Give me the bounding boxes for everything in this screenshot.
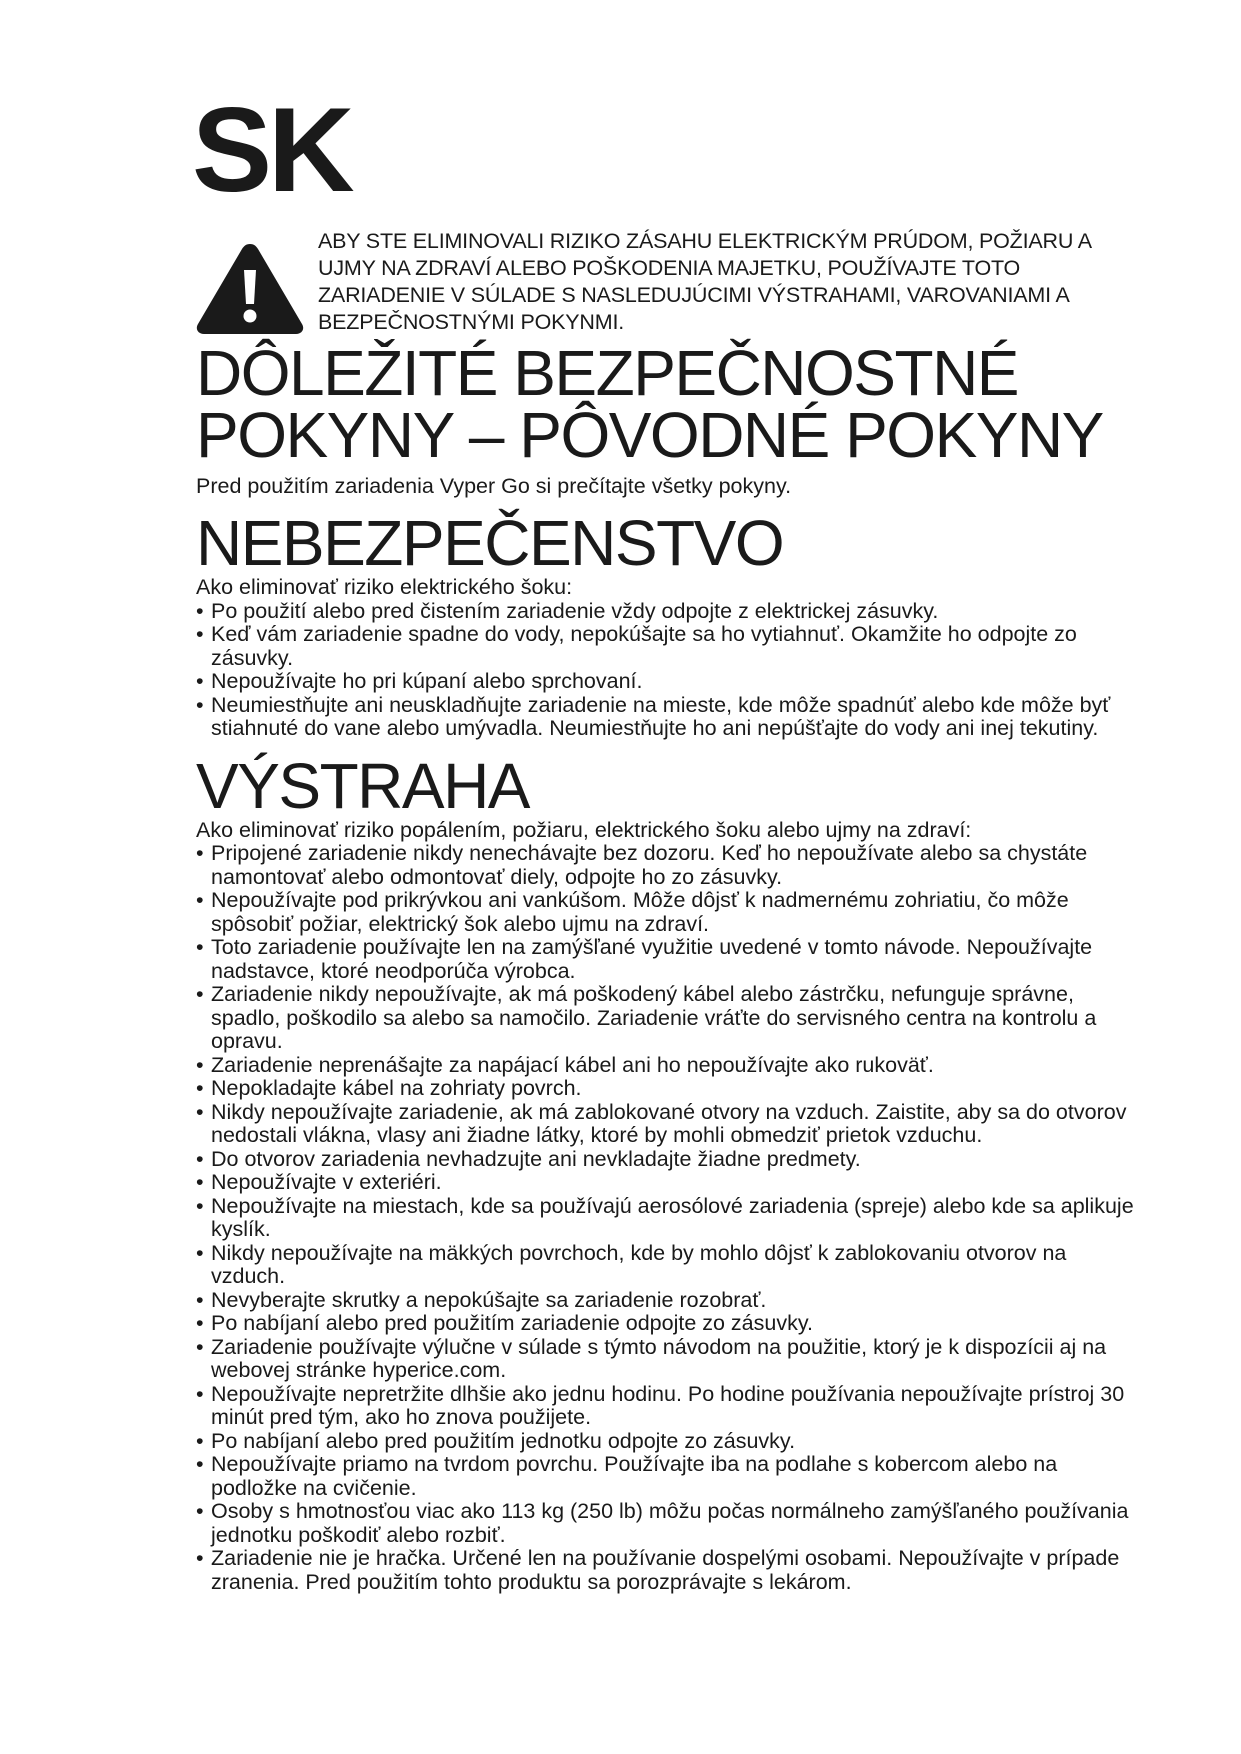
list-item: • Nikdy nepoužívajte na mäkkých povrchoch, kde by mohlo dôjsť k zablokovaniu otvorov na vzduch. (196, 1242, 1141, 1289)
danger-list (196, 600, 1141, 741)
list-item: • Do otvorov zariadenia nevhadzujte ani nevkladajte žiadne predmety. (196, 1148, 1141, 1172)
language-code: SK (192, 83, 351, 217)
list-item: • Nepoužívajte ho pri kúpaní alebo sprchovaní. (196, 670, 1141, 694)
warning-heading: VÝSTRAHA (196, 749, 529, 822)
list-item: • Nepoužívajte nepretržite dlhšie ako jednu hodinu. Po hodine používania nepoužívajte prístroj 30 minút pred tým, ako ho znova použijete. (196, 1383, 1141, 1430)
list-item: • Zariadenie nikdy nepoužívajte, ak má poškodený kábel alebo zástrčku, nefunguje správne, spadlo, poškodilo sa alebo sa namočilo. Zariadenie vráťte do servisného centra na kontrolu a opravu. (196, 983, 1141, 1054)
list-item: • Zariadenie neprenášajte za napájací kábel ani ho nepoužívajte ako rukoväť. (196, 1054, 1141, 1078)
list-item: • Nepokladajte kábel na zohriaty povrch. (196, 1077, 1141, 1101)
list-item: • Nevyberajte skrutky a nepokúšajte sa zariadenie rozobrať. (196, 1289, 1141, 1313)
page-title-line-1: DÔLEŽITÉ BEZPEČNOSTNÉ (196, 337, 1018, 409)
warning-triangle-icon (194, 240, 306, 336)
danger-section (196, 507, 1141, 741)
list-item: • Zariadenie používajte výlučne v súlade s týmto návodom na použitie, ktorý je k dispozícii aj na webovej stránke hyperice.com. (196, 1336, 1141, 1383)
list-item: • Po nabíjaní alebo pred použitím jednotku odpojte zo zásuvky. (196, 1430, 1141, 1454)
list-item: • Po nabíjaní alebo pred použitím zariadenie odpojte zo zásuvky. (196, 1312, 1141, 1336)
warning-section (196, 749, 1141, 1595)
intro-text: Pred použitím zariadenia Vyper Go si prečítajte všetky pokyny. (196, 474, 792, 498)
warning-lead: Ako eliminovať riziko popálením, požiaru, elektrického šoku alebo ujmy na zdraví: (196, 817, 972, 842)
list-item: • Nepoužívajte v exteriéri. (196, 1171, 1141, 1195)
list-item: • Po použití alebo pred čistením zariadenie vždy odpojte z elektrickej zásuvky. (196, 600, 1141, 624)
list-item: • Nepoužívajte pod prikrývkou ani vankúšom. Môže dôjsť k nadmernému zohriatiu, čo môže spôsobiť požiar, elektrický šok alebo ujmu na zdraví. (196, 889, 1141, 936)
list-item: • Nepoužívajte na miestach, kde sa používajú aerosólové zariadenia (spreje) alebo kde sa aplikuje kyslík. (196, 1195, 1141, 1242)
list-item: • Toto zariadenie používajte len na zamýšľané využitie uvedené v tomto návode. Nepoužívajte nadstavce, ktoré neodporúča výrobca. (196, 936, 1141, 983)
list-item: • Keď vám zariadenie spadne do vody, nepokúšajte sa ho vytiahnuť. Okamžite ho odpojte zo zásuvky. (196, 623, 1141, 670)
list-item: • Zariadenie nie je hračka. Určené len na používanie dospelými osobami. Nepoužívajte v prípade zranenia. Pred použitím tohto produktu sa porozprávajte s lekárom. (196, 1547, 1141, 1594)
danger-heading: NEBEZPEČENSTVO (196, 507, 784, 579)
page-title (196, 337, 1141, 471)
list-item: • Nepoužívajte priamo na tvrdom povrchu. Používajte iba na podlahe s kobercom alebo na podložke na cvičenie. (196, 1453, 1141, 1500)
list-item: • Neumiestňujte ani neuskladňujte zariadenie na mieste, kde môže spadnúť alebo kde môže byť stiahnuté do vane alebo umývadla. Neumiestňujte ho ani nepúšťajte do vody ani inej tekutiny. (196, 694, 1141, 741)
hazard-notice-text: ABY STE ELIMINOVALI RIZIKO ZÁSAHU ELEKTRICKÝM PRÚDOM, POŽIARU A UJMY NA ZDRAVÍ ALEBO POŠKODENIA MAJETKU, POUŽÍVAJTE TOTO ZARIADENIE V SÚLADE S NASLEDUJÚCIMI VÝSTRAHAMI, VAROVANIAMI A BEZPEČNOSTNÝMI POKYNMI. (318, 229, 1091, 334)
list-item: • Osoby s hmotnosťou viac ako 113 kg (250 lb) môžu počas normálneho zamýšľaného používania jednotku poškodiť alebo rozbiť. (196, 1500, 1141, 1547)
list-item: • Nikdy nepoužívajte zariadenie, ak má zablokované otvory na vzduch. Zaistite, aby sa do otvorov nedostali vlákna, vlasy ani žiadne látky, ktoré by mohli obmedziť prietok vzduchu. (196, 1101, 1141, 1148)
danger-lead: Ako eliminovať riziko elektrického šoku: (196, 575, 573, 599)
warning-list (196, 842, 1141, 1594)
hazard-notice (196, 228, 1141, 336)
page-title-line-2: POKYNY – PÔVODNÉ POKYNY (196, 399, 1103, 471)
list-item: • Pripojené zariadenie nikdy nenechávajte bez dozoru. Keď ho nepoužívate alebo sa chystáte namontovať alebo odmontovať diely, odpojte ho zo zásuvky. (196, 842, 1141, 889)
